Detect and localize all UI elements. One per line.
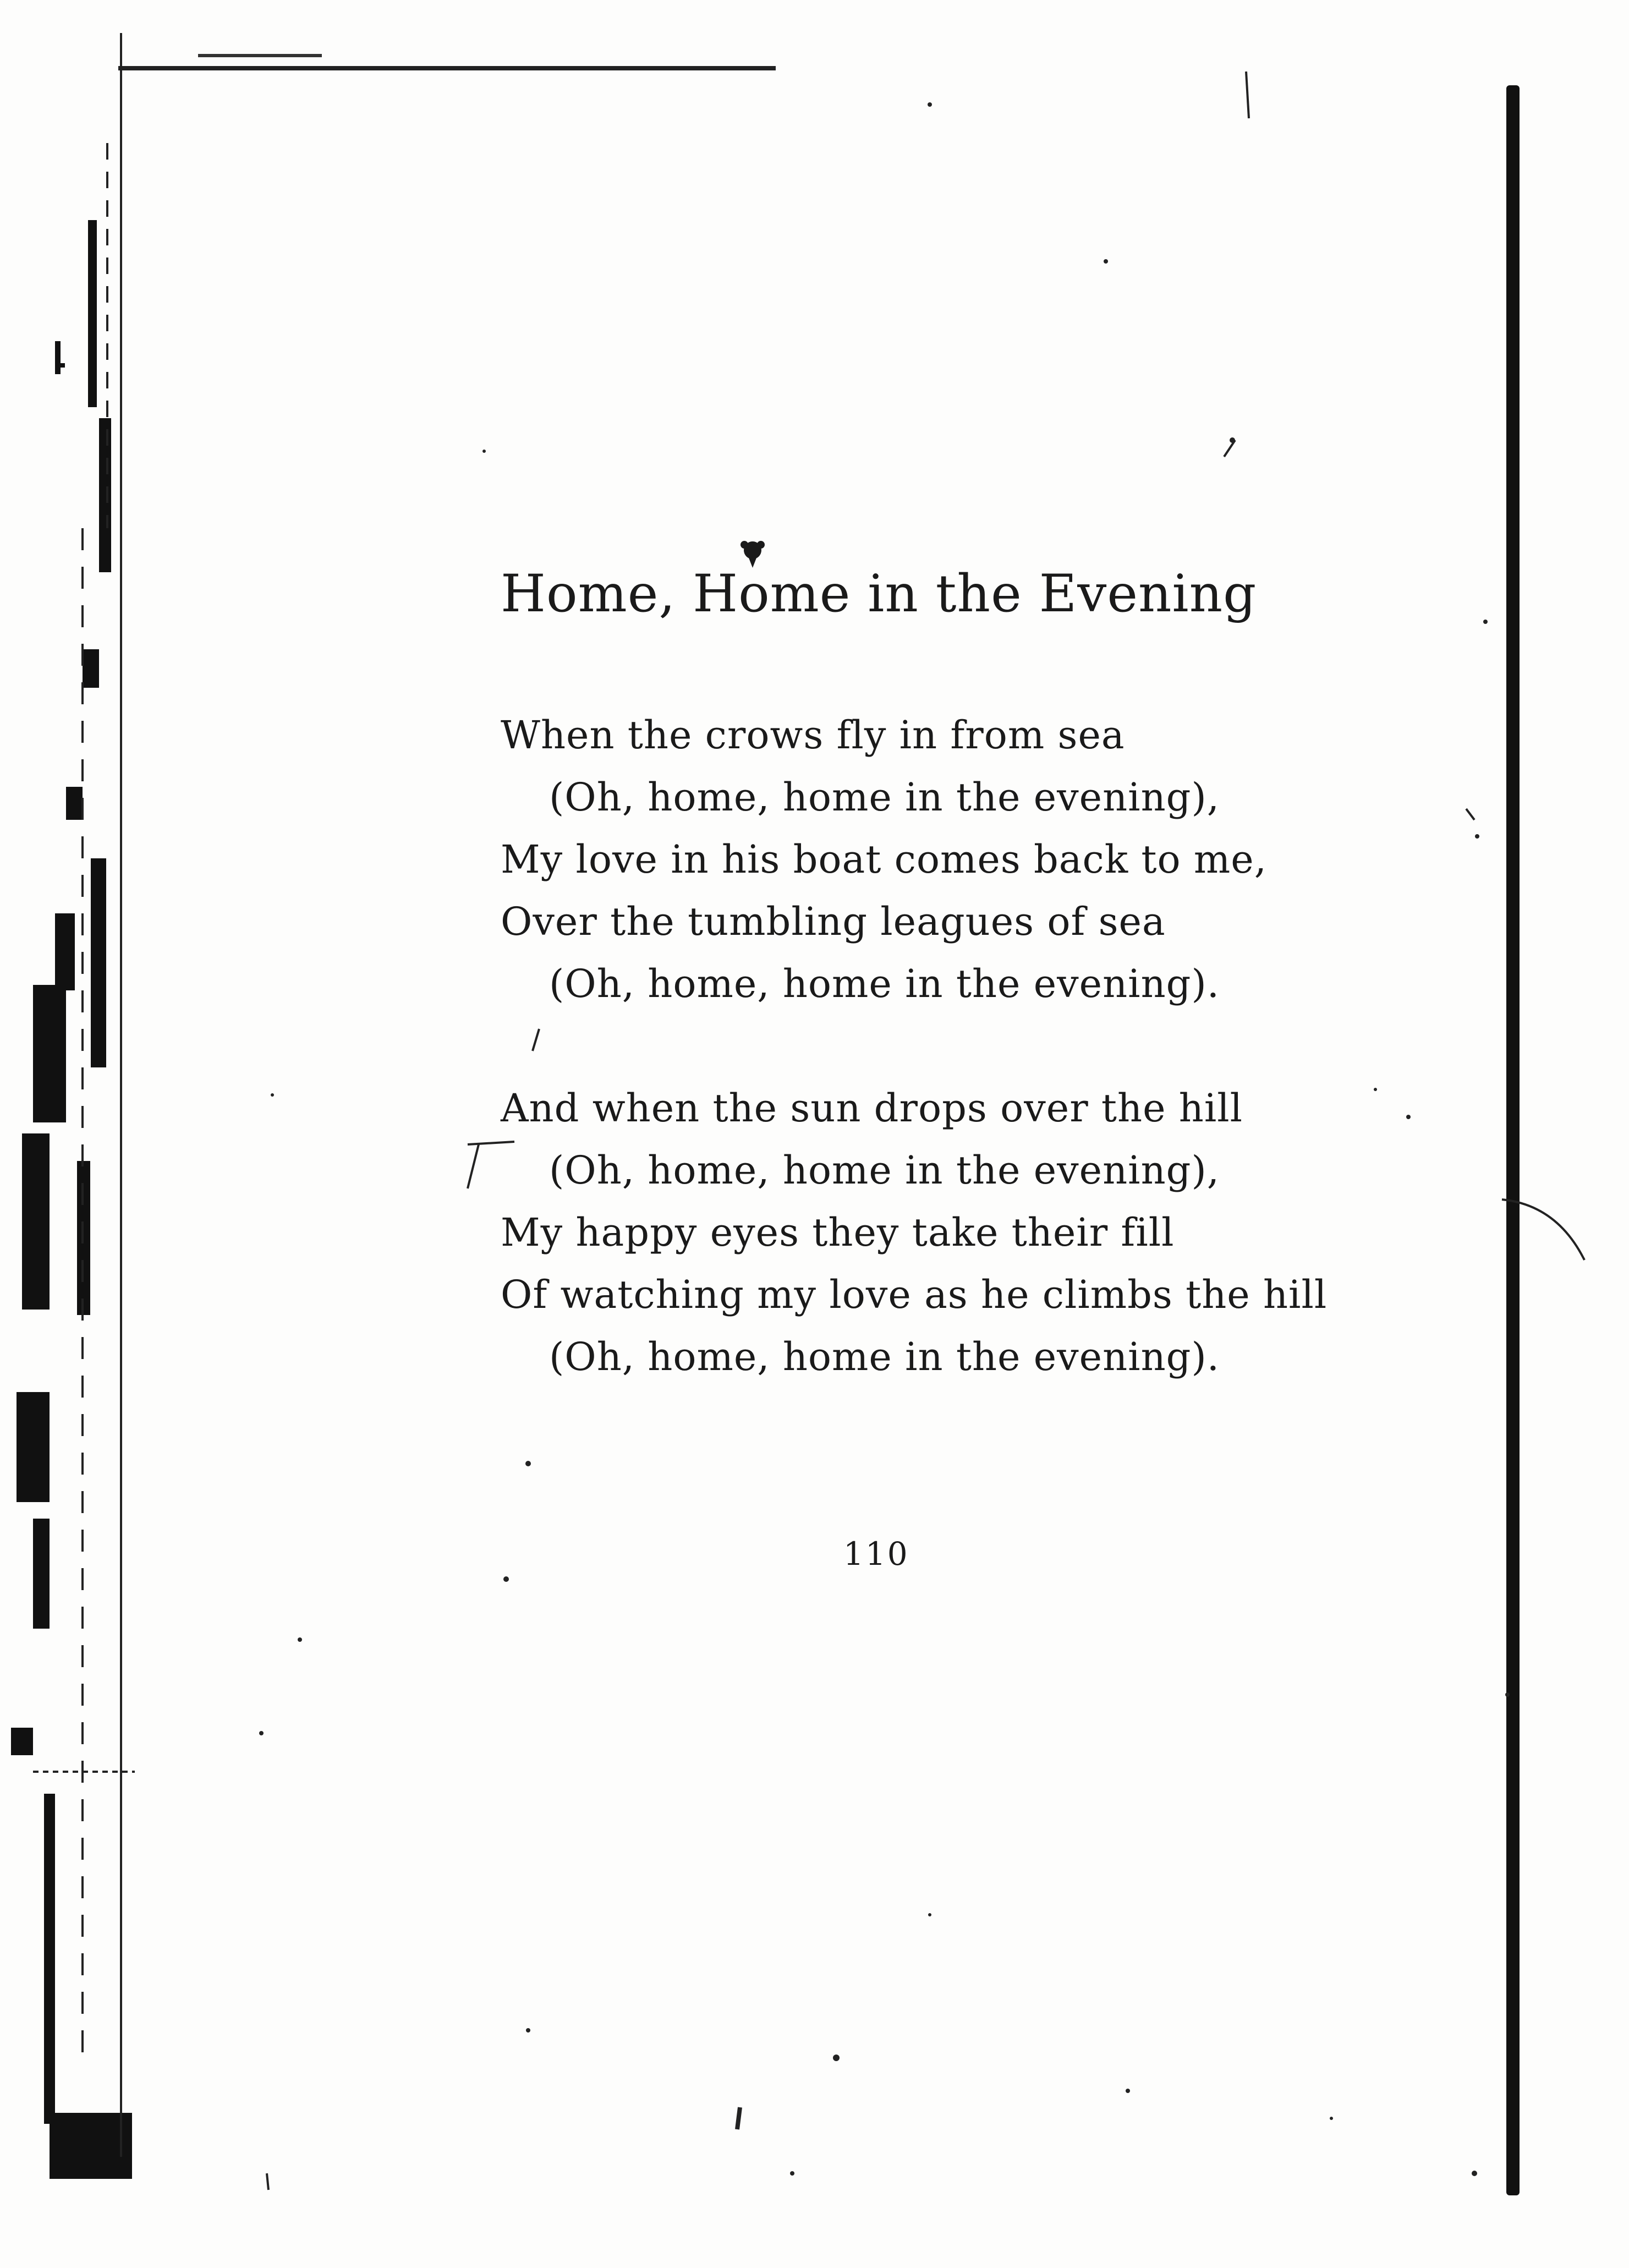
- poem-line: My happy eyes they take their fill: [501, 1210, 1175, 1255]
- poem-line-refrain: (Oh, home, home in the evening),: [549, 775, 1220, 820]
- poem-line: My love in his boat comes back to me,: [501, 837, 1267, 882]
- poem-title: Home, Home in the Evening: [501, 564, 1257, 624]
- poem-line-refrain: (Oh, home, home in the evening).: [549, 1334, 1220, 1379]
- poem-line-refrain: (Oh, home, home in the evening),: [549, 1148, 1220, 1193]
- poem-line: And when the sun drops over the hill: [501, 1086, 1243, 1131]
- poem-line-refrain: (Oh, home, home in the evening).: [549, 961, 1220, 1006]
- poem-line: Of watching my love as he climbs the hill: [501, 1272, 1328, 1317]
- poem-line: When the crows fly in from sea: [501, 713, 1125, 758]
- poem-line: Over the tumbling leagues of sea: [501, 899, 1166, 944]
- page-number: 110: [843, 1535, 909, 1573]
